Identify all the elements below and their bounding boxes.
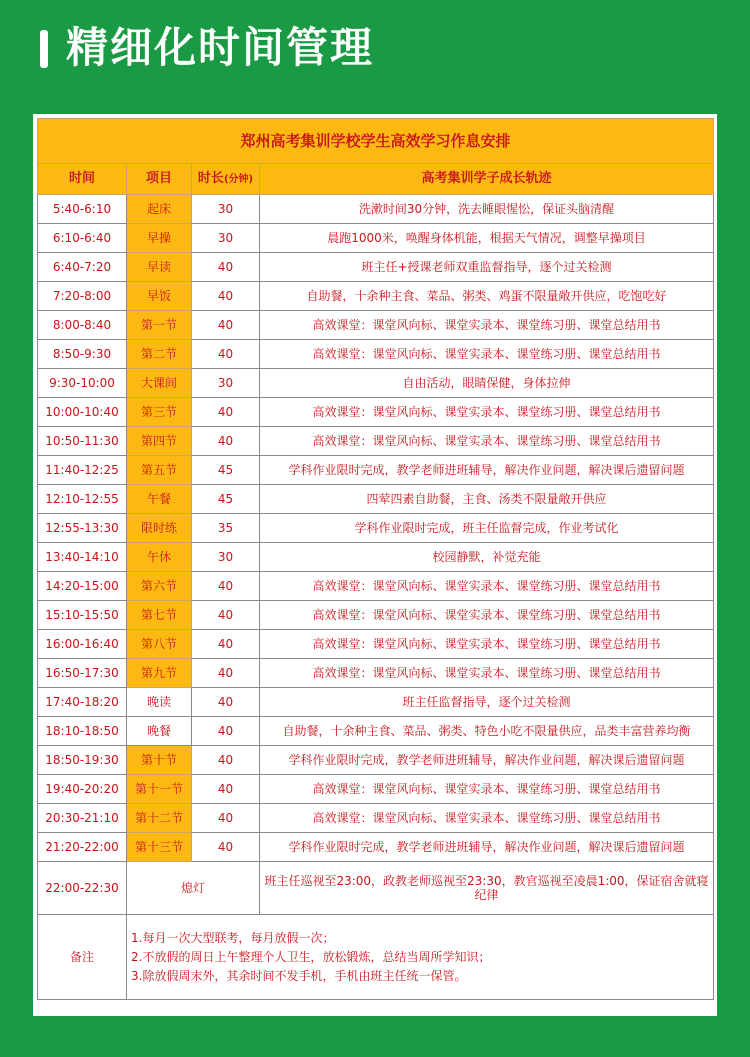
row-time: 16:00-16:40: [38, 630, 127, 659]
note-line: 1.每月一次大型联考，每月放假一次；: [131, 930, 335, 945]
row-description: 高效课堂：课堂风向标、课堂实录本、课堂练习册、课堂总结用书: [260, 427, 714, 456]
row-duration: 40: [192, 311, 260, 340]
row-time: 21:20-22:00: [38, 833, 127, 862]
row-duration: 40: [192, 398, 260, 427]
row-duration: 40: [192, 746, 260, 775]
table-row: [38, 630, 714, 659]
row-description: 高效课堂：课堂风向标、课堂实录本、课堂练习册、课堂总结用书: [260, 311, 714, 340]
row-item: 第九节: [127, 659, 192, 688]
row-duration: 40: [192, 804, 260, 833]
row-time: 11:40-12:25: [38, 456, 127, 485]
row-description: 高效课堂：课堂风向标、课堂实录本、课堂练习册、课堂总结用书: [260, 804, 714, 833]
row-time: 17:40-18:20: [38, 688, 127, 717]
row-duration: 40: [192, 427, 260, 456]
row-item: 第十二节: [127, 804, 192, 833]
row-duration: 30: [192, 224, 260, 253]
row-time: 12:10-12:55: [38, 485, 127, 514]
row-duration: 40: [192, 282, 260, 311]
table-row: [38, 775, 714, 804]
row-time: 5:40-6:10: [38, 195, 127, 224]
row-duration: 40: [192, 253, 260, 282]
row-time: 18:10-18:50: [38, 717, 127, 746]
row-item: 第十一节: [127, 775, 192, 804]
table-row: [38, 311, 714, 340]
row-time: 6:40-7:20: [38, 253, 127, 282]
row-item: 熄灯: [127, 862, 260, 915]
header-time: 时间: [38, 164, 127, 195]
row-duration: 40: [192, 659, 260, 688]
table-row: [38, 746, 714, 775]
header-description: 高考集训学子成长轨迹: [260, 164, 714, 195]
table-row: [38, 485, 714, 514]
note-line: 2.不放假的周日上午整理个人卫生，放松锻炼，总结当周所学知识；: [131, 949, 491, 964]
table-row: [38, 833, 714, 862]
row-description: 高效课堂：课堂风向标、课堂实录本、课堂练习册、课堂总结用书: [260, 340, 714, 369]
row-duration: 45: [192, 485, 260, 514]
row-time: 10:00-10:40: [38, 398, 127, 427]
row-description: 自助餐，十余种主食、菜品、粥类、鸡蛋不限量敞开供应，吃饱吃好: [260, 282, 714, 311]
row-duration: 40: [192, 601, 260, 630]
row-description: 四荤四素自助餐，主食、汤类不限量敞开供应: [260, 485, 714, 514]
row-time: 8:00-8:40: [38, 311, 127, 340]
row-time: 6:10-6:40: [38, 224, 127, 253]
notes-row: [38, 915, 714, 1000]
row-description: 校园静默，补觉充能: [260, 543, 714, 572]
row-description: 自由活动，眼睛保健，身体拉伸: [260, 369, 714, 398]
table-row: [38, 282, 714, 311]
row-duration: 45: [192, 456, 260, 485]
row-item: 第八节: [127, 630, 192, 659]
row-description: 学科作业限时完成，班主任监督完成，作业考试化: [260, 514, 714, 543]
row-description: 晨跑1000米，唤醒身体机能，根据天气情况，调整早操项目: [260, 224, 714, 253]
table-row: [38, 224, 714, 253]
row-duration: 40: [192, 833, 260, 862]
row-time: 14:20-15:00: [38, 572, 127, 601]
row-duration: 30: [192, 195, 260, 224]
row-item: 第一节: [127, 311, 192, 340]
row-time: 7:20-8:00: [38, 282, 127, 311]
table-row: [38, 369, 714, 398]
lights-out-row: [38, 862, 714, 915]
row-time: 19:40-20:20: [38, 775, 127, 804]
schedule-card: [33, 114, 717, 1016]
row-description: 高效课堂：课堂风向标、课堂实录本、课堂练习册、课堂总结用书: [260, 601, 714, 630]
row-duration: 40: [192, 717, 260, 746]
row-duration: 30: [192, 543, 260, 572]
row-item: 早读: [127, 253, 192, 282]
row-item: 午休: [127, 543, 192, 572]
row-duration: 40: [192, 688, 260, 717]
table-row: [38, 398, 714, 427]
row-description: 自助餐，十余种主食、菜品、粥类、特色小吃不限量供应，品类丰富营养均衡: [260, 717, 714, 746]
row-item: 大课间: [127, 369, 192, 398]
row-item: 晚餐: [127, 717, 192, 746]
row-item: 限时练: [127, 514, 192, 543]
page-title: 精细化时间管理: [66, 23, 375, 72]
row-duration: 35: [192, 514, 260, 543]
note-line: 3.除放假周末外，其余时间不发手机，手机由班主任统一保管。: [131, 968, 467, 983]
row-item: 午餐: [127, 485, 192, 514]
table-row: [38, 572, 714, 601]
row-time: 10:50-11:30: [38, 427, 127, 456]
notes-content: [127, 915, 714, 1000]
row-description: 学科作业限时完成，教学老师进班辅导，解决作业问题，解决课后遗留问题: [260, 746, 714, 775]
table-row: [38, 804, 714, 833]
row-description: 学科作业限时完成，教学老师进班辅导，解决作业问题，解决课后遗留问题: [260, 833, 714, 862]
row-item: 早饭: [127, 282, 192, 311]
row-time: 22:00-22:30: [38, 862, 127, 915]
table-row: [38, 543, 714, 572]
row-time: 15:10-15:50: [38, 601, 127, 630]
row-item: 第四节: [127, 427, 192, 456]
row-description: 高效课堂：课堂风向标、课堂实录本、课堂练习册、课堂总结用书: [260, 659, 714, 688]
table-row: [38, 195, 714, 224]
row-description: 班主任+授课老师双重监督指导，逐个过关检测: [260, 253, 714, 282]
row-item: 起床: [127, 195, 192, 224]
table-title: 郑州高考集训学校学生高效学习作息安排: [38, 119, 714, 164]
header-item: 项目: [127, 164, 192, 195]
row-description: 班主任监督指导，逐个过关检测: [260, 688, 714, 717]
row-description: 班主任巡视至23:00，政教老师巡视至23:30，教官巡视至凌晨1:00，保证宿舍就寝纪律: [260, 862, 714, 915]
table-row: [38, 456, 714, 485]
row-description: 洗漱时间30分钟，洗去睡眼惺忪，保证头脑清醒: [260, 195, 714, 224]
row-item: 第十节: [127, 746, 192, 775]
row-time: 12:55-13:30: [38, 514, 127, 543]
row-description: 高效课堂：课堂风向标、课堂实录本、课堂练习册、课堂总结用书: [260, 572, 714, 601]
row-duration: 40: [192, 630, 260, 659]
row-duration: 40: [192, 572, 260, 601]
row-item: 第十三节: [127, 833, 192, 862]
row-item: 第五节: [127, 456, 192, 485]
table-row: [38, 601, 714, 630]
row-time: 18:50-19:30: [38, 746, 127, 775]
row-item: 晚读: [127, 688, 192, 717]
table-row: [38, 340, 714, 369]
row-duration: 40: [192, 340, 260, 369]
row-item: 早操: [127, 224, 192, 253]
notes-label: 备注: [38, 915, 127, 1000]
table-row: [38, 514, 714, 543]
row-item: 第二节: [127, 340, 192, 369]
row-time: 9:30-10:00: [38, 369, 127, 398]
header-duration: 时长(分钟): [192, 164, 260, 195]
row-description: 学科作业限时完成，教学老师进班辅导，解决作业问题，解决课后遗留问题: [260, 456, 714, 485]
row-time: 20:30-21:10: [38, 804, 127, 833]
row-item: 第七节: [127, 601, 192, 630]
row-description: 高效课堂：课堂风向标、课堂实录本、课堂练习册、课堂总结用书: [260, 775, 714, 804]
table-row: [38, 717, 714, 746]
row-time: 16:50-17:30: [38, 659, 127, 688]
table-row: [38, 427, 714, 456]
title-accent-bar: [40, 30, 48, 68]
row-item: 第三节: [127, 398, 192, 427]
schedule-table: [37, 118, 714, 1000]
table-row: [38, 253, 714, 282]
row-time: 8:50-9:30: [38, 340, 127, 369]
row-description: 高效课堂：课堂风向标、课堂实录本、课堂练习册、课堂总结用书: [260, 398, 714, 427]
row-time: 13:40-14:10: [38, 543, 127, 572]
table-row: [38, 688, 714, 717]
row-description: 高效课堂：课堂风向标、课堂实录本、课堂练习册、课堂总结用书: [260, 630, 714, 659]
row-duration: 30: [192, 369, 260, 398]
row-item: 第六节: [127, 572, 192, 601]
table-row: [38, 659, 714, 688]
row-duration: 40: [192, 775, 260, 804]
